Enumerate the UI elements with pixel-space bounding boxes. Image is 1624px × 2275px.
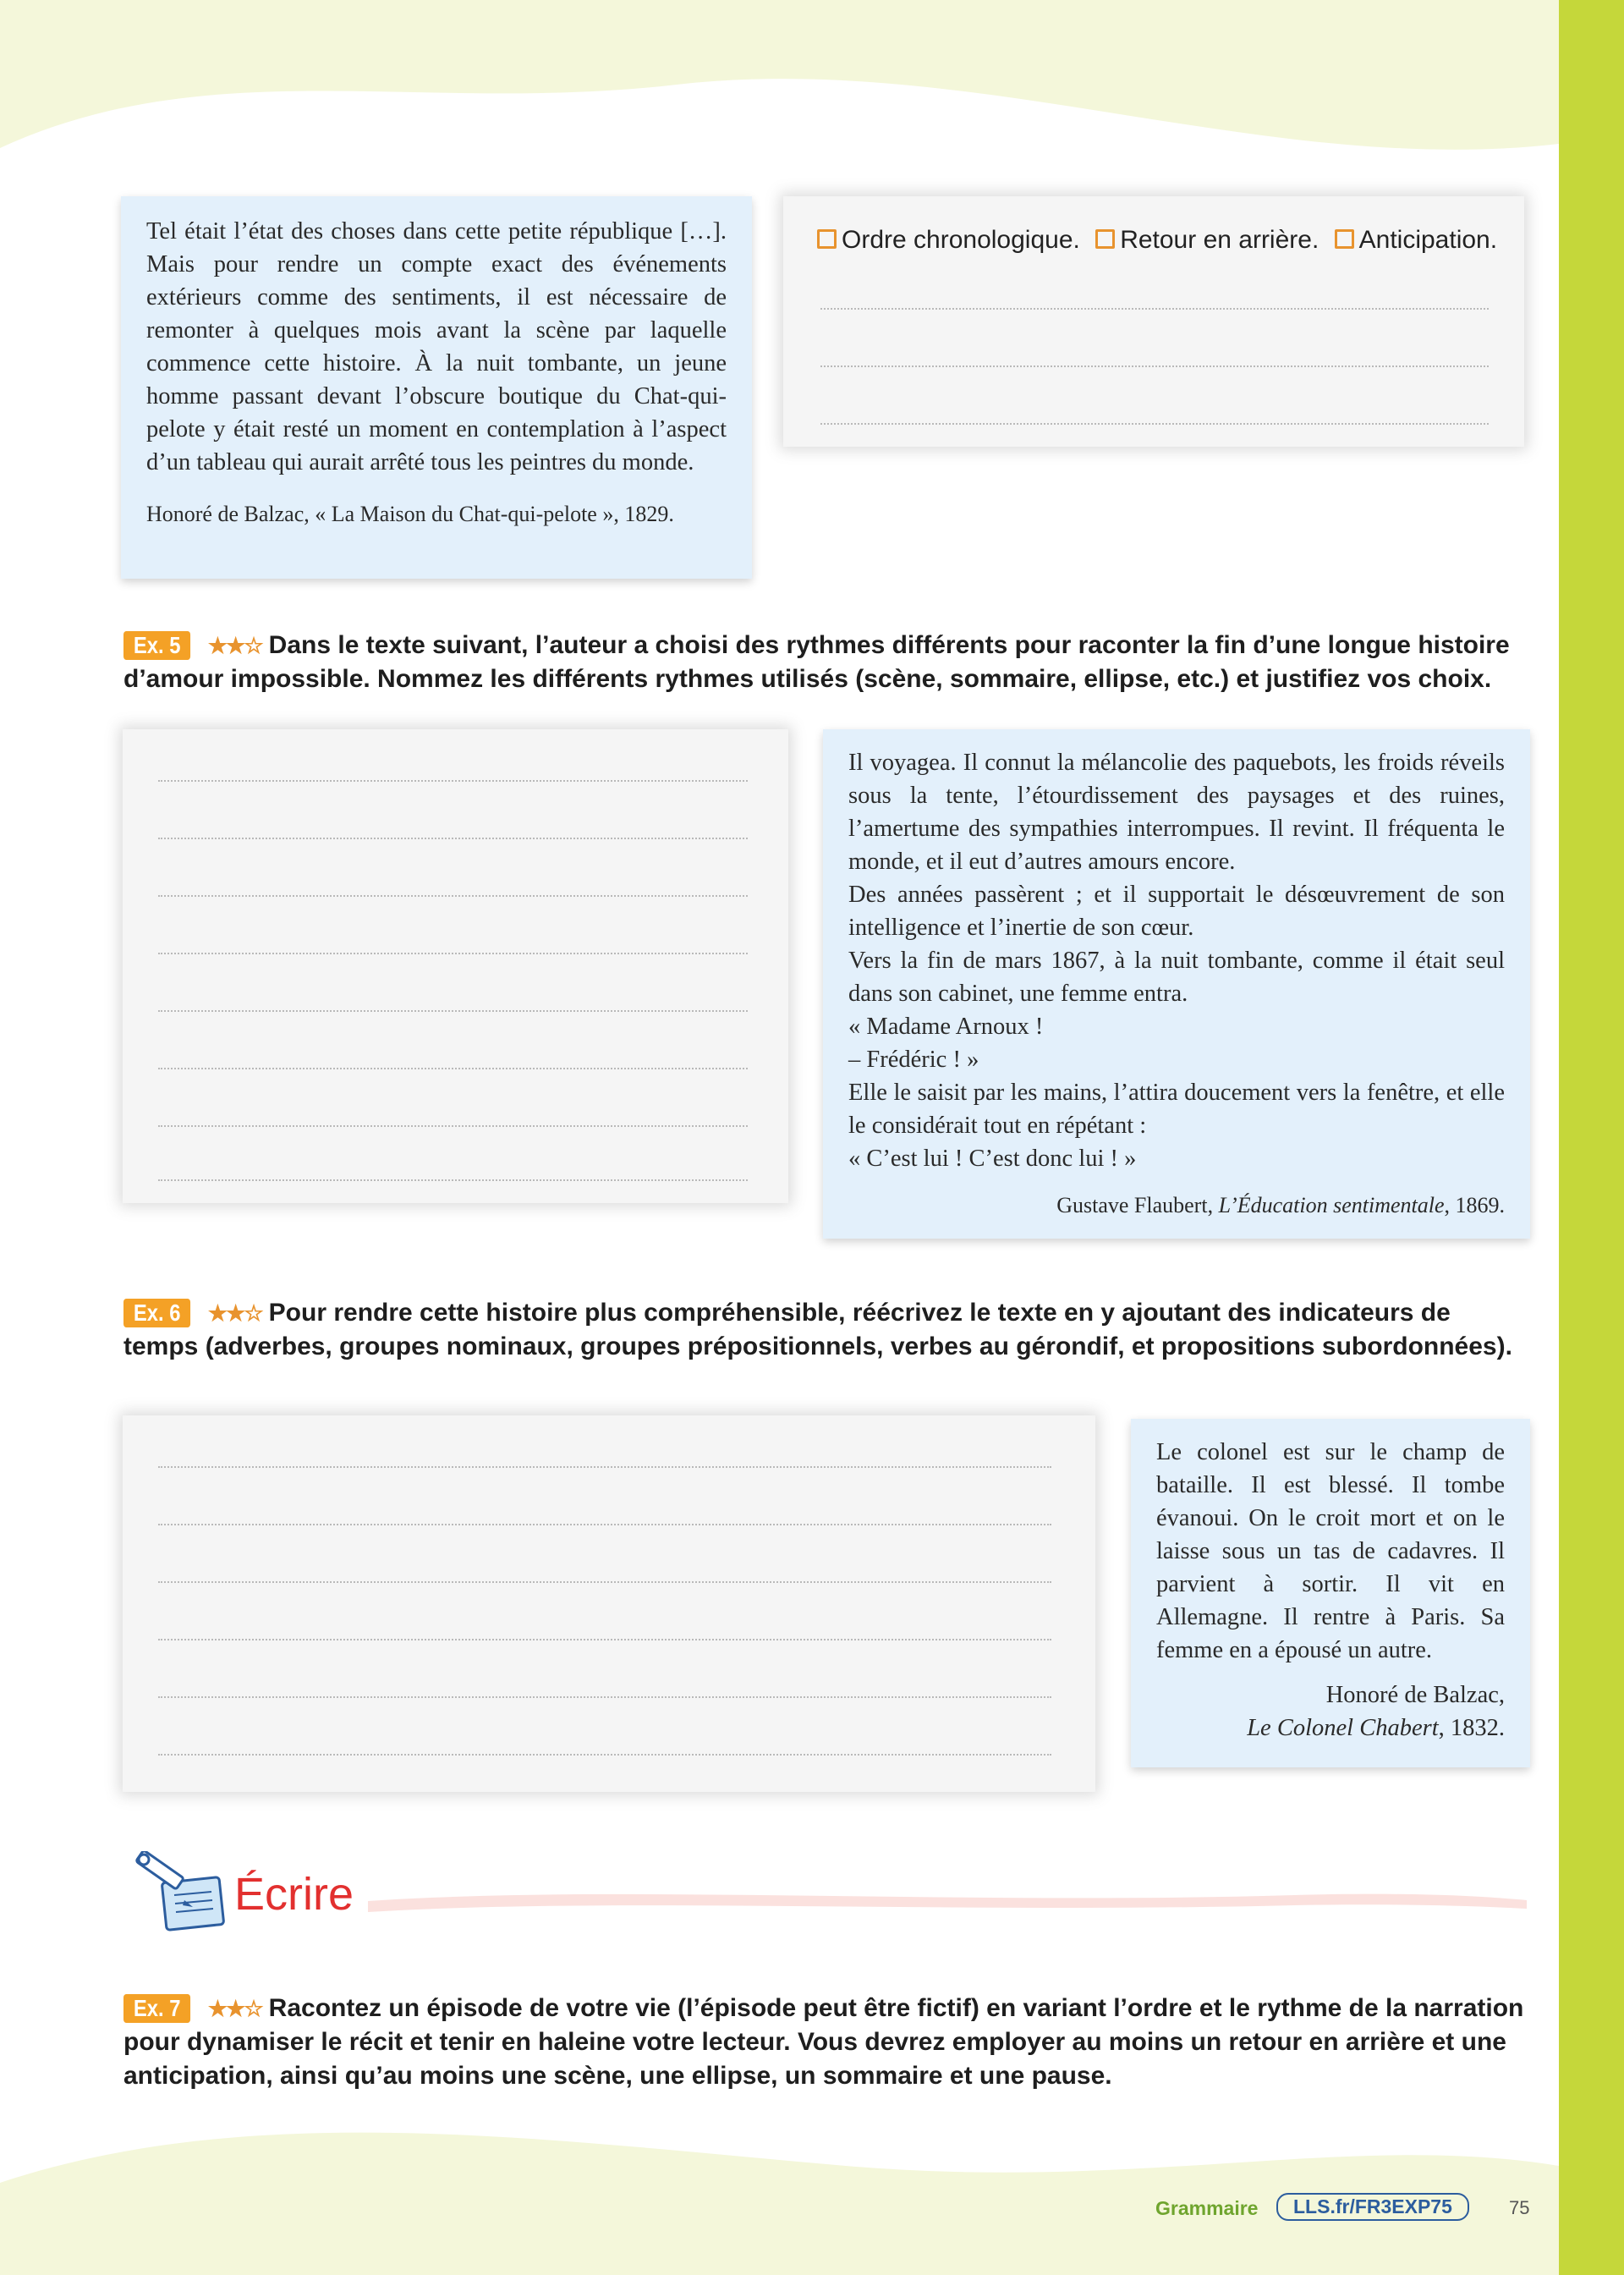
- answer-line: [158, 1010, 748, 1012]
- answer-line: [820, 365, 1489, 367]
- difficulty-stars-icon: ★★☆: [207, 1996, 262, 2021]
- quote-paragraph: Des années passèrent ; et il supportait le désœuvrement de son intelligence et l’inertie de son cœur.: [848, 882, 1505, 941]
- answer-line: [158, 1125, 748, 1127]
- answer-line: [158, 1696, 1051, 1698]
- answer-line: [158, 1524, 1051, 1525]
- exercise-7-instruction: [123, 1992, 1528, 2093]
- difficulty-stars-icon: ★★☆: [207, 1300, 262, 1326]
- checkbox-icon[interactable]: [1095, 229, 1115, 249]
- quote-box-balzac-chat: [121, 196, 752, 579]
- page-number: 75: [1509, 2197, 1530, 2218]
- quote-text: Tel était l’état des choses dans cette petite république […]. Mais pour rendre un compte exact des événements extérieurs comme des sentiments, il est nécessaire de remonter à quelques mois avant la scène par laquelle commence cette histoire. À la nuit tombante, un jeune homme passant devant l’obscure boutique du Chat-qui-pelote y était resté un moment en contemplation à l’aspect d’un tableau qui aurait arrêté tous les peintres du monde.: [146, 218, 727, 475]
- quote-box-colonel-chabert: [1131, 1419, 1530, 1767]
- instruction-text: Racontez un épisode de votre vie (l’épisode peut être fictif) en variant l’ordre et le rythme de la narration pour dynamiser le récit et tenir en haleine votre lecteur. Vous devrez employer au moins un retour en arrière et une anticipation, ainsi qu’au moins une scène, une ellipse, un sommaire et une pause.: [123, 1994, 1524, 2090]
- footer-section-name: Grammaire: [1155, 2197, 1259, 2219]
- writing-hand-icon: [127, 1851, 239, 1936]
- answer-line: [158, 1068, 748, 1069]
- answer-line: [158, 1754, 1051, 1756]
- quote-paragraph: « C’est lui ! C’est donc lui ! »: [848, 1146, 1137, 1172]
- quote-source: Honoré de Balzac, « La Maison du Chat-qui-pelote », 1829.: [146, 502, 674, 526]
- option-chronological[interactable]: Ordre chronologique.: [817, 226, 1080, 254]
- answer-line: [158, 1639, 1051, 1640]
- instruction-text: Pour rendre cette histoire plus compréhensible, réécrivez le texte en y ajoutant des indicateurs de temps (adverbes, groupes nominaux, groupes prépositionnels, verbes au gérondif, et propositions subordonnées).: [123, 1299, 1512, 1360]
- section-underline-stroke: [364, 1880, 1531, 1922]
- answer-line: [158, 780, 748, 782]
- answer-area-ex5[interactable]: [123, 729, 788, 1203]
- answer-line: [820, 308, 1489, 310]
- quote-source: Gustave Flaubert, L’Éducation sentimentale, 1869.: [1056, 1193, 1505, 1217]
- option-checkboxes: [817, 226, 1497, 255]
- side-color-bar: [1559, 0, 1624, 2275]
- answer-line: [820, 423, 1489, 425]
- exercise-5-instruction: [123, 629, 1528, 696]
- quote-box-flaubert: [823, 729, 1530, 1239]
- quote-text: Le colonel est sur le champ de bataille. Il est blessé. Il tombe évanoui. On le croit mort et on le laisse sous un tas de cadavres. Il parvient à sortir. Il vit en Allemagne. Il rentre à Paris. Sa femme en a épousé un autre.: [1156, 1439, 1505, 1663]
- answer-line: [158, 895, 748, 897]
- quote-paragraph: Il voyagea. Il connut la mélancolie des paquebots, les froids réveils sous la tente, l’étourdissement des paysages et des ruines, l’amertume des sympathies interrompues. Il revint. Il fréquenta le monde, et il eut d’autres amours encore.: [848, 750, 1505, 875]
- exercise-badge: Ex. 6: [123, 1299, 190, 1327]
- exercise-6-instruction: [123, 1296, 1528, 1364]
- exercise-badge: Ex. 7: [123, 1994, 190, 2023]
- answer-line: [158, 1179, 748, 1181]
- quote-source: Honoré de Balzac, Le Colonel Chabert, 1832.: [1247, 1682, 1505, 1741]
- option-flashback[interactable]: Retour en arrière.: [1095, 226, 1319, 254]
- answer-line: [158, 1466, 1051, 1468]
- checkbox-icon[interactable]: [817, 229, 837, 249]
- quote-paragraph: Elle le saisit par les mains, l’attira doucement vers la fenêtre, et elle le considérait tout en répétant :: [848, 1080, 1505, 1139]
- exercise-badge: Ex. 5: [123, 631, 190, 660]
- checkbox-icon[interactable]: [1335, 229, 1354, 249]
- quote-paragraph: « Madame Arnoux !: [848, 1014, 1044, 1040]
- answer-area-ex6[interactable]: [123, 1415, 1095, 1792]
- answer-line: [158, 838, 748, 839]
- section-title-ecrire: Écrire: [234, 1869, 354, 1920]
- footer-link[interactable]: LLS.fr/FR3EXP75: [1276, 2193, 1469, 2221]
- instruction-text: Dans le texte suivant, l’auteur a choisi des rythmes différents pour raconter la fin d’une longue histoire d’amour impossible. Nommez les différents rythmes utilisés (scène, sommaire, ellipse, etc.) et justifiez vos choix.: [123, 631, 1510, 693]
- answer-line: [158, 953, 748, 954]
- quote-paragraph: – Frédéric ! »: [848, 1047, 979, 1073]
- difficulty-stars-icon: ★★☆: [207, 633, 262, 658]
- option-anticipation[interactable]: Anticipation.: [1335, 226, 1497, 254]
- quote-paragraph: Vers la fin de mars 1867, à la nuit tombante, comme il était seul dans son cabinet, une femme entra.: [848, 948, 1505, 1007]
- answer-line: [158, 1581, 1051, 1583]
